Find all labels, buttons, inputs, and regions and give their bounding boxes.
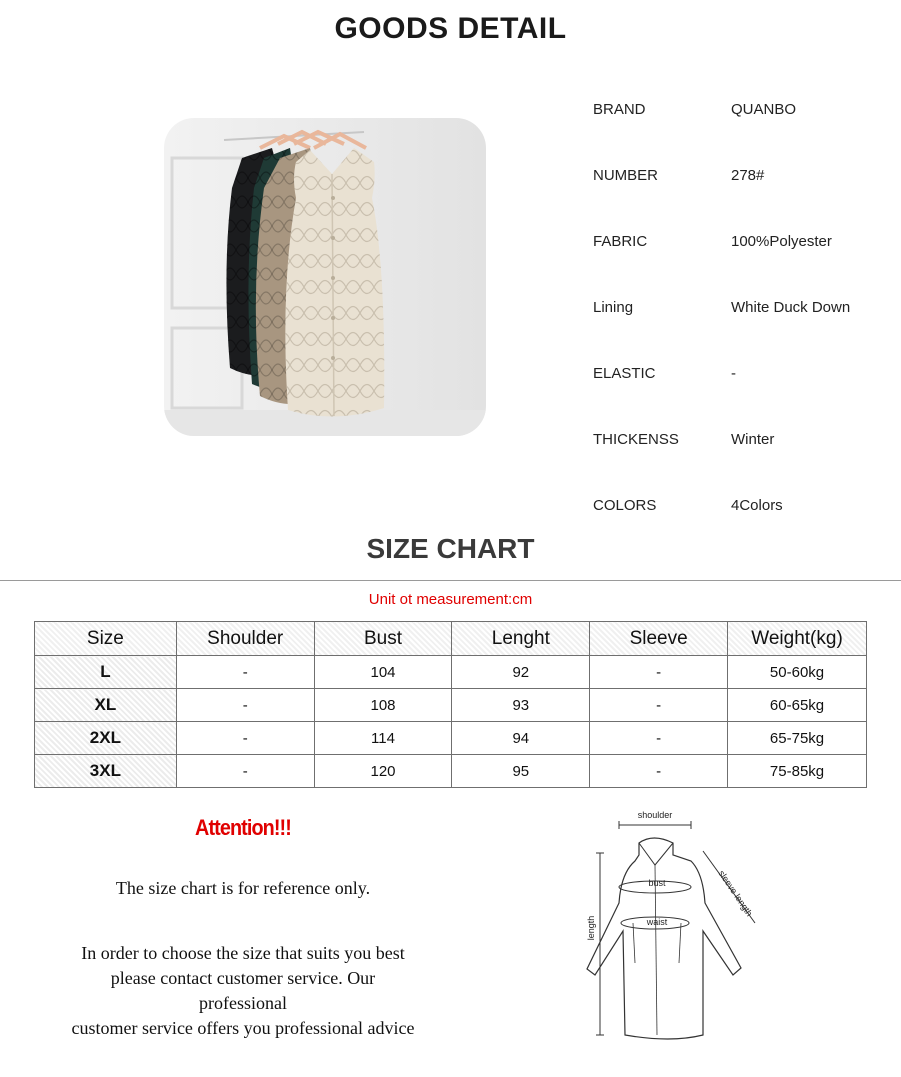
spec-row-number	[593, 142, 893, 208]
table-cell: 2XL	[35, 722, 177, 755]
table-cell: -	[176, 722, 314, 755]
spec-row-thickness	[593, 406, 893, 472]
spec-value: 4Colors	[731, 496, 783, 514]
spec-value: 100%Polyester	[731, 232, 832, 250]
column-header: Bust	[314, 622, 452, 656]
spec-list	[593, 76, 893, 538]
advice-line: customer service offers you professional advice	[71, 1018, 415, 1038]
spec-key: Lining	[593, 298, 634, 316]
advice-line: please contact customer service. Our	[110, 968, 376, 988]
table-row	[35, 722, 867, 755]
spec-row-lining	[593, 274, 893, 340]
spec-key: BRAND	[593, 100, 646, 118]
product-photo	[164, 118, 486, 436]
column-header: Weight(kg)	[728, 622, 867, 656]
reference-note: The size chart is for reference only.	[115, 878, 371, 898]
column-header: Size	[35, 622, 177, 656]
table-cell: -	[176, 689, 314, 722]
spec-key: NUMBER	[593, 166, 659, 184]
table-cell: 94	[452, 722, 590, 755]
spec-value: QUANBO	[731, 100, 797, 118]
table-cell: -	[590, 656, 728, 689]
table-header-row	[35, 622, 867, 656]
table-row	[35, 656, 867, 689]
sleeve-label: sleeve length	[716, 868, 755, 919]
table-cell: 65-75kg	[728, 722, 867, 755]
table-cell: 104	[314, 656, 452, 689]
table-cell: 114	[314, 722, 452, 755]
advice-line: professional	[199, 993, 287, 1013]
table-cell: 60-65kg	[728, 689, 867, 722]
spec-key: THICKENSS	[593, 430, 679, 448]
column-header: Sleeve	[590, 622, 728, 656]
table-cell: 3XL	[35, 755, 177, 788]
table-cell: L	[35, 656, 177, 689]
spec-value: Winter	[731, 430, 775, 448]
coat-outline-diagram	[563, 803, 773, 1048]
length-label: length	[586, 915, 596, 941]
spec-value: 278#	[731, 166, 765, 184]
advice-line: In order to choose the size that suits you best	[81, 943, 405, 963]
advice-text	[20, 941, 466, 1041]
table-row	[35, 755, 867, 788]
table-cell: -	[590, 755, 728, 788]
table-cell: 108	[314, 689, 452, 722]
waist-label: waist	[646, 917, 668, 927]
bust-label: bust	[648, 878, 666, 888]
column-header: Lenght	[452, 622, 590, 656]
spec-key: COLORS	[593, 496, 657, 514]
table-cell: 120	[314, 755, 452, 788]
spec-row-colors	[593, 472, 893, 538]
table-cell: 50-60kg	[728, 656, 867, 689]
spec-key: FABRIC	[593, 232, 648, 250]
quilted-vests-image	[164, 118, 486, 436]
unit-note: Unit ot measurement:cm	[368, 591, 533, 608]
spec-row-fabric	[593, 208, 893, 274]
table-cell: -	[176, 656, 314, 689]
spec-row-elastic	[593, 340, 893, 406]
table-cell: -	[590, 722, 728, 755]
table-cell: -	[590, 689, 728, 722]
size-table	[34, 621, 867, 788]
attention-heading: Attention!!!	[195, 815, 291, 840]
table-row	[35, 689, 867, 722]
spec-key: ELASTIC	[593, 364, 656, 382]
shoulder-label: shoulder	[637, 810, 673, 820]
spec-value: White Duck Down	[731, 298, 851, 316]
goods-detail-title: GOODS DETAIL	[334, 12, 567, 45]
table-cell: 92	[452, 656, 590, 689]
measurement-diagram	[563, 803, 773, 1048]
spec-row-brand	[593, 76, 893, 142]
table-cell: 95	[452, 755, 590, 788]
column-header: Shoulder	[176, 622, 314, 656]
size-chart-title: SIZE CHART	[366, 533, 535, 564]
table-cell: XL	[35, 689, 177, 722]
table-cell: 75-85kg	[728, 755, 867, 788]
table-cell: -	[176, 755, 314, 788]
table-cell: 93	[452, 689, 590, 722]
spec-value: -	[731, 364, 736, 382]
section-divider	[0, 580, 901, 581]
